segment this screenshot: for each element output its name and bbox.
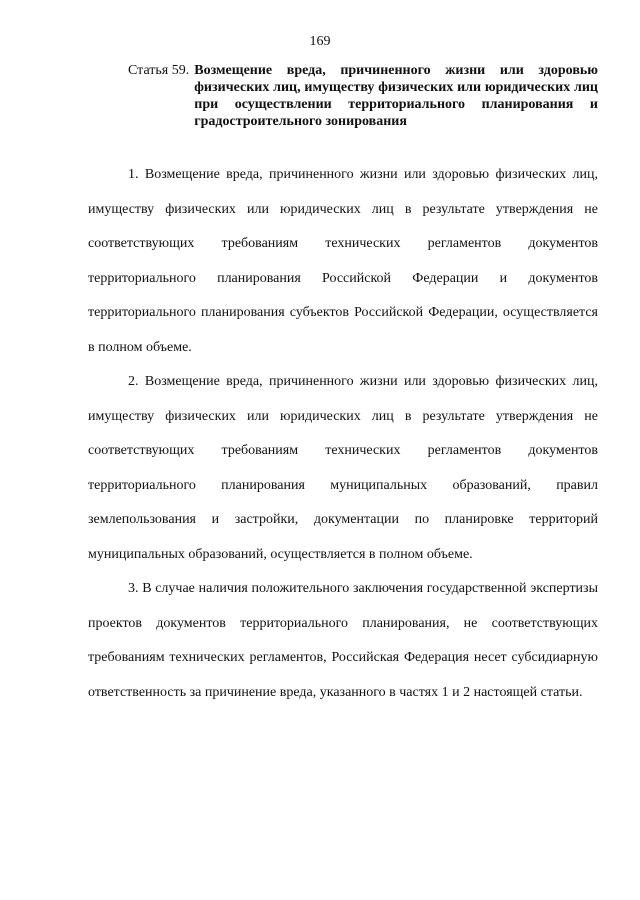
article-label: Статья 59. [128, 63, 190, 78]
article-header [128, 62, 598, 130]
paragraph-3: 3. В случае наличия положительного заключения государственной экспертизы проектов документов территориального планирования, не соответствующих требованиям технических регламентов, Российская Федерация несет субсидиарную ответственность за причинение вреда, указанного в частях 1 и 2 настоящей статьи. [88, 581, 598, 700]
paragraph-2: 2. Возмещение вреда, причиненного жизни или здоровью физических лиц, имуществу физических или юридических лиц в результате утверждения не соответствующих требованиям технических регламентов документов территориального планирования муниципальных образований, правил землепользования и застройки, документации по планировке территорий муниципальных образований, осуществляется в полном объеме. [88, 374, 598, 562]
paragraph-1: 1. Возмещение вреда, причиненного жизни или здоровью физических лиц, имуществу физических или юридических лиц в результате утверждения не соответствующих требованиям технических регламентов документов территориального планирования Российской Федерации и документов территориального планирования субъектов Российской Федерации, осуществляется в полном объеме. [88, 167, 598, 355]
article-title: Возмещение вреда, причиненного жизни или здоровью физических лиц, имуществу физических или юридических лиц при осуществлении территориального планирования и градостроительного зонирования [194, 63, 598, 129]
page-number: 169 [309, 34, 331, 49]
article-body [88, 158, 598, 710]
